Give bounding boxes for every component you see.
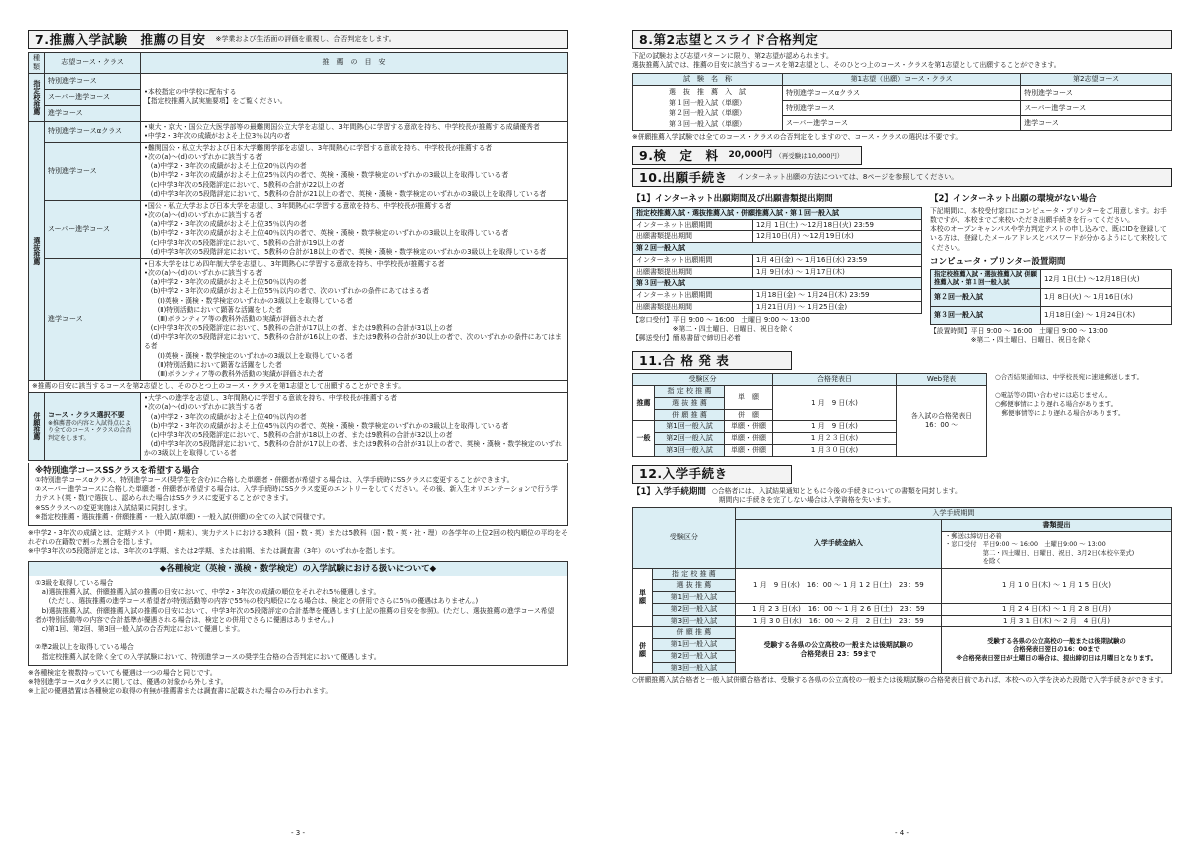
exam-fee: 20,000円	[728, 150, 773, 161]
type-senbatsu: 選抜推薦	[29, 121, 45, 381]
kentei-title: ◆各種検定（英検・漢検・数学検定）の入学試験における扱いについて◆	[29, 562, 567, 577]
s11-d4: 1 月 9 日(水)	[773, 421, 897, 433]
s11-side-note: ○合否結果通知は、中学校長宛に速達郵送します。 ○電話等の問い合わせには応じません。 ○郵便事情により遅れる場合があります。 郵便事情等により遅れる場合があります。	[995, 373, 1144, 417]
g1-doc-val: 12月10日(月) ～12月19日(水)	[753, 231, 922, 243]
section-10-title: 10.出願手続き	[639, 169, 728, 185]
s11-h-date: 合格発表日	[773, 374, 897, 386]
s12-p2: 1 月 2 3 日(水) 16：00 ～ 1 月 2 6 日(土) 23：59	[735, 603, 941, 615]
s8-first-2: 特別進学コース	[783, 101, 1021, 116]
mail-reception: 【郵送受付】簡易書留で締切日必着	[632, 333, 741, 342]
s12-r6: 併 願 推 薦	[653, 627, 736, 639]
s11-k2: 選 抜 推 薦	[655, 397, 725, 409]
g1-net-val: 12月 1日(土) ～12月18日(火) 23:59	[753, 219, 922, 231]
page-number-left: - 3 -	[291, 829, 305, 838]
s12-h-top: 入学手続期間	[735, 508, 1171, 520]
g3-net-val: 1月18日(金) ～ 1月24日(木) 23:59	[753, 290, 922, 302]
s11-d5: 1 月２３日(水)	[773, 433, 897, 445]
section-11-title: 11.合 格 発 表	[639, 353, 730, 369]
section-8-note: ※併願推薦入学試験では全てのコース・クラスの合否判定をしますので、コース・クラスの選択は不要です。	[632, 133, 963, 142]
s11-h-web: Web発表	[897, 374, 987, 386]
alpha-text: •東大・京大・国公立大医学部等の最難関国公立大学を志望し、3年間熱心に学習する意欲を持ち、中学校長が推薦する成績優秀者 •中学2・3年次の成績がおよそ上位3％以内の者	[141, 121, 568, 142]
s12-hp: 受験する各県の公立高校の一般または後期試験の 合格発表日 23：59まで	[735, 627, 941, 674]
s12-note: ○合格者には、入試結果通知とともに今後の手続きについての書類を同封します。 期間内に手続きを完了しない場合は入学資格を失います。	[711, 486, 962, 504]
s8-header-second: 第2志望コース	[1021, 74, 1172, 86]
s12-hq: 受験する各県の公立高校の一般または後期試験の 合格発表日翌日の16：00まで ※合格発表日翌日が土曜日の場合は、提出締切日は月曜日となります。	[942, 627, 1172, 674]
s11-sui: 推薦	[633, 386, 655, 421]
heigan-course-note: ※推薦書の内容と入試得点により全てのコース・クラスの合否判定をします。	[48, 419, 132, 442]
s8-exam-1: 選 抜 推 薦 入 試	[669, 88, 746, 97]
type-sitei: 指定校推薦	[29, 73, 45, 121]
kentei-box	[28, 561, 568, 666]
s12-r7: 第1回一般入試	[653, 639, 736, 651]
s10-sub2: 【2】インターネット出願の環境がない場合	[930, 194, 1097, 205]
s12-tan: 単願	[633, 568, 653, 627]
s11-web: 各入試の合格発表日 16：00 ～	[897, 386, 987, 457]
s12-q1: 1 月 1 0 日(木) ～ 1 月 1 5 日(火)	[942, 568, 1172, 603]
s12-hei: 併願	[633, 627, 653, 674]
section-11-header	[632, 351, 792, 370]
section-10-header	[632, 168, 1172, 187]
env-text: 下記期間に、本校受付窓口にコンピュータ・プリンターをご用意します。お手数ですが、本校までご来校いただき出願手続きを行ってください。 本校のオープンキャンパスや学力判定テストの申し込みで、既にIDを登録している方は、登録したメールアドレスとパスワードが分かるようにして来校してください。	[930, 206, 1168, 252]
header-type: 種類	[29, 53, 45, 74]
page-number-right: - 4 -	[895, 829, 909, 838]
ss-title: ※特別進学コースSSクラスを希望する場合	[35, 465, 199, 476]
g1-doc: 出願書類提出期間	[633, 231, 753, 243]
recommendation-table	[28, 52, 568, 461]
section-8-intro: 下記の試験および志望パターンに限り、第2志望が認められます。 選抜推薦入試では、推薦の目安に該当するコースを第2志望とし、そのひとつ上のコース・クラスを第1志望として出願することができます。	[632, 52, 1061, 70]
heigan-text: •大学への進学を志望し、3年間熱心に学習する意欲を持ち、中学校長が推薦する者 •次の(a)～(d)のいずれかに該当する者 (a)中学2・3年次の成績がおよそ上位40％以内の者 (b)中学2・3年次の成績がおよそ上位45％以内の者で、英検・漢検・数学検定のいずれかの3級以上を取得している者 (c)中学3年次の5段階評定において、5教科の合計が18以上の者、または9教科の合計が32以上の者 (d)中学3年次の5段階評定において、5教科の合計が17以上の者、または9教科の合計が31以上の者で、英検・漢検・数学検定のいずれかの3級以上を取得している者	[141, 393, 568, 460]
window-reception: 【窓口受付】平日 9:00 ～ 16:00 土曜日 9:00 ～ 13:00 ※第二・四土曜日、日曜日、祝日を除く	[632, 315, 810, 333]
sitei-course-3: 進学コース	[45, 105, 141, 121]
section-9-header	[632, 146, 862, 165]
s11-d6: 1 月３０日(水)	[773, 444, 897, 456]
g3-net: インターネット出願期間	[633, 290, 753, 302]
kentei-bottom-note: ※各種検定を複数持っていても優遇は一つの場合と同じです。 ※特別進学コースαクラスに関しては、優遇の対象から外します。 ※上記の優遇措置は各種検定の取得の有無が推薦書または調査書に記載された場合のみ行われます。	[28, 668, 333, 696]
p1-val: 12月 1日(土) ～12月18日(火)	[1041, 270, 1172, 289]
ss-text: ①特別進学コースαクラス、特別進学コース(奨学生を含む)に合格した単願者・併願者が希望する場合は、入学手続時にSSクラスに変更することができます。 ②スーパー進学コースに合格した単願者・併願者が希望する場合は、入学手続時にSSクラス変更のエントリーをしてください。その後、新入生オリエンテーションで行う学力テスト(英・数)で選抜し、認められた場合はSSクラスに変更することができます。 ※SSクラスへの変更実施は入試結果に同封します。 ※指定校推薦・選抜推薦・併願推薦・一般入試(単願)・一般入試(併願)の全ての入試で同様です。	[35, 476, 558, 521]
p1-label: 指定校推薦入試・選抜推薦入試 併願推薦入試・第１回一般入試	[931, 270, 1041, 289]
sitei-text: •本校指定の中学校に配布する 【指定校推薦入試実施要項】をご覧ください。	[141, 73, 568, 121]
section-8-title: 8.第2志望とスライド合格判定	[639, 31, 819, 47]
section-12-title: 12.入学手続き	[639, 466, 728, 482]
setchi-time: 【設置時間】平日 9:00 ～ 16:00 土曜日 9:00 ～ 13:00 ※第二・四土曜日、日曜日、祝日を除く	[930, 327, 1108, 345]
heigan-course: コース・クラス選択不要	[48, 410, 125, 419]
g1-title: 指定校推薦入試・選抜推薦入試・併願推薦入試・第１回一般入試	[633, 207, 922, 219]
s8-second-3: 進学コース	[1021, 116, 1172, 131]
p3-val: 1月18日(金) ～ 1月24日(木)	[1041, 307, 1172, 325]
s8-header-first: 第1志望（出願）コース・クラス	[783, 74, 1021, 86]
g1-net: インターネット出願期間	[633, 219, 753, 231]
s11-d1: 1 月 9 日(水)	[773, 386, 897, 421]
p2-val: 1月 8日(火) ～ 1月16日(水)	[1041, 289, 1172, 307]
second-choice-table	[632, 73, 1172, 131]
s12-sub: 【1】入学手続期間	[632, 486, 706, 497]
section-9-title: 9.検 定 料	[639, 147, 719, 163]
s12-q3: 1 月 3 1 日(木) ～ 2 月 4 日(月)	[942, 615, 1172, 627]
section-12-header	[632, 465, 792, 484]
s12-r2: 選 抜 推 薦	[653, 580, 736, 592]
s12-h-doc: 書類提出	[942, 519, 1172, 531]
g2-net: インターネット出願期間	[633, 254, 753, 266]
s12-r8: 第2回一般入試	[653, 650, 736, 662]
s11-k5: 第2回一般入試	[655, 433, 725, 445]
computer-period-table	[930, 269, 1172, 325]
grade-definition-note: ※中学2・3年次の成績とは、定期テスト（中間・期末）、実力テストにおける3教科（国・数・英）または5教科（国・数・英・社・理）の各学年の上位2回の校内順位の平均をそれぞれの在籍数で割った割合を指します。 ※中学3年次の5段階評定とは、3年次の1学期、または2学期、または前期、または調査書（3年）のいずれかを指します。	[28, 529, 568, 556]
p2-label: 第２回一般入試	[931, 289, 1041, 307]
g2-doc-val: 1月 9日(水) ～ 1月17日(木)	[753, 266, 922, 278]
kentei-text: ①3級を取得している場合 a)選抜推薦入試、併願推薦入試の推薦の目安において、中学2・3年次の成績の順位をそれぞれ5％優遇します。 (ただし、選抜推薦の進学コース希望者が特別活動等の内容で55％の校内順位になる場合は、検定との併用でさらに5％の優遇はありません。) b)選抜推薦入試、併願推薦入試の推薦の目安において、中学3年次の5段階評定の合計基準を優遇します(上記の推薦の目安を参照)。(ただし、選抜推薦の進学コース希望者が特別活動等の内容で合計基準が優遇される場合は、検定との併用でさらに優遇はありません。) c)第1回、第2回、第3回一般入試の合否判定において優遇します。 ②準2級以上を取得している場合 指定校推薦入試を除く全ての入学試験において、特別進学コースの奨学生合格の合否判定において優遇します。	[35, 579, 555, 661]
type-heigan: 併願推薦	[29, 393, 45, 460]
s12-q2: 1 月 2 4 日(木) ～ 1 月 2 8 日(月)	[942, 603, 1172, 615]
g3-doc-val: 1月21日(月) ～ 1月25日(金)	[753, 301, 922, 313]
s8-first-1: 特別進学コースαクラス	[783, 86, 1021, 101]
exam-fee-retake: （再受験は10,000円）	[775, 151, 844, 160]
alpha-course: 特別進学コースαクラス	[45, 121, 141, 142]
toku-text: •難関国公・私立大学および日本大学難関学部を志望し、3年間熱心に学習する意欲を持ち、中学校長が推薦する者 •次の(a)～(d)のいずれかに該当する者 (a)中学2・3年次の成績がおよそ上位20％以内の者 (b)中学2・3年次の成績がおよそ上位25％以内の者で、英検・漢検・数学検定のいずれかの3級以上を取得している者 (c)中学3年次の5段階評定において、5教科の合計が22以上の者 (d)中学3年次の5段階評定において、5教科の合計が21以上の者で、英検・漢検・数学検定のいずれかの3級以上を取得している者	[141, 142, 568, 200]
s12-p1: 1 月 9 日(水) 16：00 ～ 1 月 1 2 日(土) 23：59	[735, 568, 941, 603]
g2-title: 第２回一般入試	[633, 243, 922, 255]
s10-sub3: コンピュータ・プリンター設置期間	[930, 256, 1066, 267]
g3-title: 第３回一般入試	[633, 278, 922, 290]
s8-exam-2: 第１回一般入試（単願）	[669, 98, 746, 107]
s8-first-3: スーパー進学コース	[783, 116, 1021, 131]
toku-course: 特別進学コース	[45, 142, 141, 200]
announcement-table	[632, 373, 987, 456]
s11-th3: 単願・併願	[725, 444, 773, 456]
s12-p3: 1 月 3 0 日(水) 16：00 ～ 2 月 2 日(土) 23：59	[735, 615, 941, 627]
s12-h-pay: 入学手続金納入	[735, 519, 941, 568]
shin-course: 進学コース	[45, 258, 141, 380]
p3-label: 第３回一般入試	[931, 307, 1041, 325]
right-page	[632, 30, 1172, 838]
s12-r1: 指 定 校 推 薦	[653, 568, 736, 580]
left-page	[28, 30, 568, 838]
s11-k4: 第1回一般入試	[655, 421, 725, 433]
section-10-note: インターネット出願の方法については、8ページを参照してください。	[737, 173, 959, 182]
s8-second-1: 特別進学コース	[1021, 86, 1172, 101]
s11-ippan: 一般	[633, 421, 655, 456]
s11-h-kubun: 受験区分	[633, 374, 773, 386]
s12-h-doc-note: ・郵送は締切日必着 ・窓口受付 平日9:00 ～ 16:00 土曜日9:00 ～ 13:00 第二・四土曜日、日曜日、祝日、3月2日(本校卒業式) を除く	[942, 531, 1172, 568]
s11-th2: 単願・併願	[725, 433, 773, 445]
s11-hei: 併 願	[725, 409, 773, 421]
g2-doc: 出願書類提出期間	[633, 266, 753, 278]
g2-net-val: 1月 4日(金) ～ 1月16日(水) 23:59	[753, 254, 922, 266]
enrollment-table	[632, 507, 1172, 674]
s12-r9: 第3回一般入試	[653, 662, 736, 674]
s8-header-exam: 試 験 名 称	[633, 74, 783, 86]
section-8-header	[632, 30, 1172, 49]
s12-h-kubun: 受験区分	[633, 508, 736, 569]
shin-text: •日本大学をはじめ四年制大学を志望し、3年間熱心に学習する意欲を持ち、中学校長が推薦する者 •次の(a)～(d)のいずれかに該当する者 (a)中学2・3年次の成績がおよそ上位50％以内の者 (b)中学2・3年次の成績がおよそ上位55％以内の者で、次のいずれかの条件にあてはまる者 (Ⅰ)英検・漢検・数学検定のいずれかの3級以上を取得している者 (Ⅱ)特別活動において顕著な活躍をした者 (Ⅲ)ボランティア等の教科外活動の実績が評価された者 (c)中学3年次の5段階評定において、5教科の合計が17以上の者、または9教科の合計が31以上の者 (d)中学3年次の5段階評定において、5教科の合計が16以上の者、または9教科の合計が30以上の者で、次のいずれかの条件にあてはまる者 (Ⅰ)英検・漢検・数学検定のいずれかの3級以上を取得している者 (Ⅱ)特別活動において顕著な活躍をした者 (Ⅲ)ボランティア等の教科外活動の実績が評価された者	[141, 258, 568, 380]
section-7-header	[28, 30, 568, 49]
section-7-note: ※学業および生活面の評価を重視し、合否判定をします。	[215, 35, 396, 44]
s11-th1: 単願・併願	[725, 421, 773, 433]
ss-class-box	[28, 463, 568, 526]
s8-exam-4: 第３回一般入試（単願）	[669, 119, 746, 128]
header-guide: 推 薦 の 目 安	[141, 53, 568, 74]
super-text: •国公・私立大学および日本大学を志望し、3年間熱心に学習する意欲を持ち、中学校長が推薦する者 •次の(a)～(d)のいずれかに該当する者 (a)中学2・3年次の成績がおよそ上位35％以内の者 (b)中学2・3年次の成績がおよそ上位40％以内の者で、英検・漢検・数学検定のいずれかの3級以上を取得している者 (c)中学3年次の5段階評定において、5教科の合計が19以上の者 (d)中学3年次の5段階評定において、5教科の合計が18以上の者で、英検・漢検・数学検定のいずれかの3級以上を取得している者	[141, 200, 568, 258]
s11-tan: 単 願	[725, 386, 773, 410]
second-choice-note: ※推薦の目安に該当するコースを第2志望とし、そのひとつ上のコース・クラスを第1志望として出願することができます。	[29, 381, 568, 393]
s11-k1: 指 定 校 推 薦	[655, 386, 725, 398]
s12-r4: 第2回一般入試	[653, 603, 736, 615]
application-period-table	[632, 207, 922, 314]
s12-foot: ○併願推薦入試合格者と一般入試併願合格者は、受験する各県の公立高校の一般または後期試験の合格発表日前であれば、本校への入学を決めた段階で入学手続きができます。	[632, 676, 1168, 685]
s11-k3: 併 願 推 薦	[655, 409, 725, 421]
s8-exam-3: 第２回一般入試（単願）	[669, 109, 746, 118]
s12-r3: 第1回一般入試	[653, 592, 736, 604]
section-7-title: 7.推薦入学試験 推薦の目安	[35, 31, 206, 47]
header-course: 志望コース・クラス	[45, 53, 141, 74]
s12-r5: 第3回一般入試	[653, 615, 736, 627]
sitei-course-2: スーパー進学コース	[45, 89, 141, 105]
s11-k6: 第3回一般入試	[655, 444, 725, 456]
sitei-course-1: 特別進学コース	[45, 73, 141, 89]
g3-doc: 出願書類提出期間	[633, 301, 753, 313]
s10-sub1: 【1】インターネット出願期間及び出願書類提出期間	[632, 194, 833, 205]
s8-second-2: スーパー進学コース	[1021, 101, 1172, 116]
super-course: スーパー進学コース	[45, 200, 141, 258]
